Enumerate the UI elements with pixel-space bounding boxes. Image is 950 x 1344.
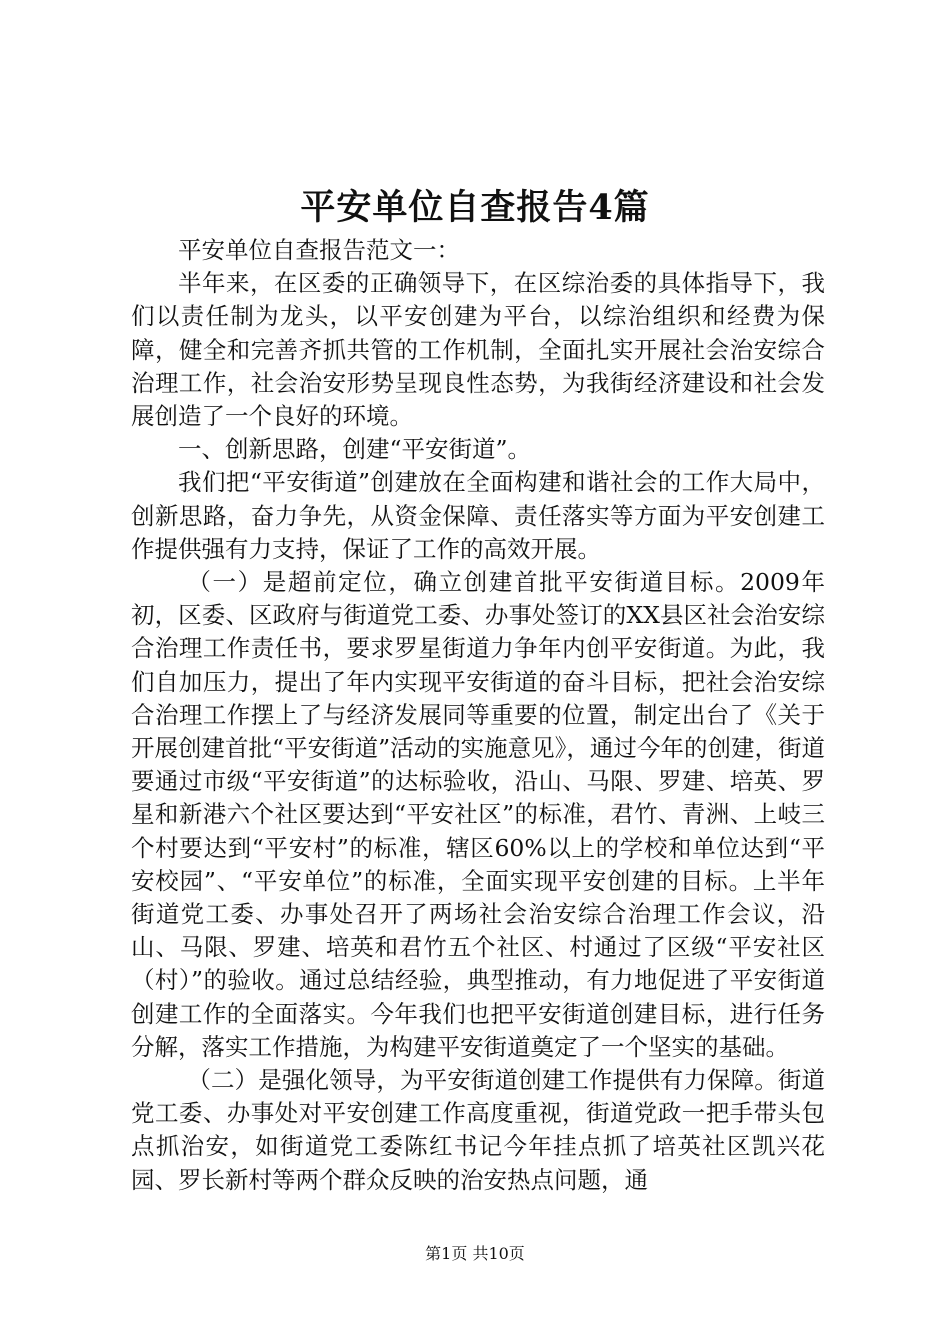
paragraph-section-intro: 我们把“平安街道”创建放在全面构建和谐社会的工作大局中，创新思路，奋力争先，从资金保障、责任落实等方面为平安创建工作提供强有力支持，保证了工作的高效开展。: [131, 468, 825, 563]
page-number: 第1页 共10页: [425, 1244, 525, 1263]
document-title: 平安单位自查报告4篇: [300, 187, 650, 228]
paragraph-summary: 半年来，在区委的正确领导下，在区综治委的具体指导下，我们以责任制为龙头，以平安创建为平台，以综治组织和经费为保障，健全和完善齐抓共管的工作机制，全面扎实开展社会治安综合治理工作，社会治安形势呈现良性态势，为我街经济建设和社会发展创造了一个良好的环境。: [131, 269, 825, 431]
paragraph-item-2: （二）是强化领导，为平安街道创建工作提供有力保障。街道党工委、办事处对平安创建工作高度重视，街道党政一把手带头包点抓治安，如街道党工委陈红书记今年挂点抓了培英社区凯兴花园、罗长新村等两个群众反映的治安热点问题，通: [131, 1066, 825, 1194]
document-body: [131, 234, 825, 1197]
paragraph-item-1: （一）是超前定位，确立创建首批平安街道目标。2009年初，区委、区政府与街道党工委、办事处签订的XX县区社会治安综合治理工作责任书，要求罗星街道力争年内创平安街道。为此，我们自加压力，提出了年内实现平安街道的奋斗目标，把社会治安综合治理工作摆上了与经济发展同等重要的位置，制定出台了《关于开展创建首批“平安街道”活动的实施意见》，通过今年的创建，街道要通过市级“平安街道”的达标验收，沿山、马限、罗建、培英、罗星和新港六个社区要达到“平安社区”的标准，君竹、青洲、上岐三个村要达到“平安村”的标准，辖区60%以上的学校和单位达到“平安校园”、“平安单位”的标准，全面实现平安创建的目标。上半年街道党工委、办事处召开了两场社会治安综合治理工作会议，沿山、马限、罗建、培英和君竹五个社区、村通过了区级“平安社区（村）”的验收。通过总结经验，典型推动，有力地促进了平安街道创建工作的全面落实。今年我们也把平安街道创建目标，进行任务分解，落实工作措施，为构建平安街道奠定了一个坚实的基础。: [131, 568, 825, 1061]
section-heading: 一、创新思路，创建“平安街道”。: [178, 435, 532, 464]
paragraph-intro: 平安单位自查报告范文一：: [178, 236, 460, 264]
